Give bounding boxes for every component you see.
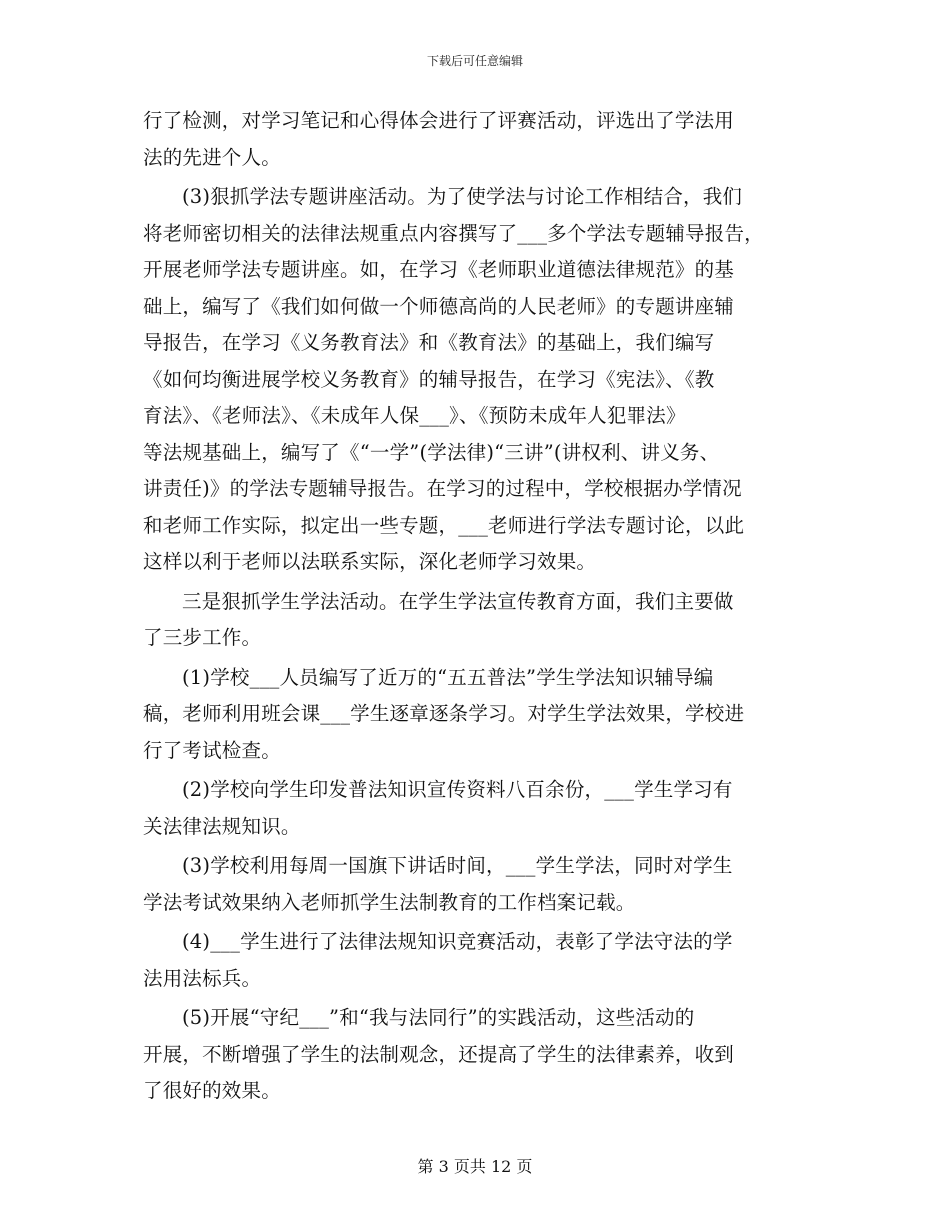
page-number: 第 3 页共 12 页 <box>417 1157 533 1176</box>
text-line: 讲责任)》的学法专题辅导报告。在学习的过程中，学校根据办学情况 <box>143 477 742 500</box>
text-line: (3)学校利用每周一国旗下讲话时间，___学生学法，同时对学生 <box>182 854 733 877</box>
text-line: 法的先进个人。 <box>143 145 281 169</box>
text-line: 础上，编写了《我们如何做一个师德高尚的人民老师》的专题讲座辅 <box>143 294 735 318</box>
text-line: 开展，不断增强了学生的法制观念，还提高了学生的法律素养，收到 <box>143 1042 735 1066</box>
text-line: 三是狠抓学生学法活动。在学生学法宣传教育方面，我们主要做 <box>182 589 734 613</box>
text-line: 将老师密切相关的法律法规重点内容撰写了___多个学法专题辅导报告， <box>143 221 764 245</box>
text-line: 开展老师学法专题讲座。如，在学习《老师职业道德法律规范》的基 <box>143 258 735 281</box>
document-body <box>143 103 823 1113</box>
paragraph <box>143 179 823 581</box>
text-line: 稿，老师利用班会课___学生逐章逐条学习。对学生学法效果，学校进 <box>143 702 745 725</box>
paragraph <box>143 103 823 176</box>
text-line: 了三步工作。 <box>143 626 262 649</box>
paragraph <box>143 772 823 845</box>
text-line: 了很好的效果。 <box>143 1079 281 1102</box>
text-line: (4)___学生进行了法律法规知识竞赛活动，表彰了学法守法的学 <box>182 930 733 953</box>
text-line: 等法规基础上，编写了《“一学”(学法律)“三讲”(讲权利、讲义务、 <box>143 440 720 464</box>
text-line: 学法考试效果纳入老师抓学生法制教育的工作档案记载。 <box>143 890 636 914</box>
paragraph <box>143 924 823 997</box>
paragraph <box>143 848 823 921</box>
text-line: (2)学校向学生印发普法知识宣传资料八百余份，___学生学习有 <box>182 778 733 801</box>
paragraph <box>143 660 823 770</box>
text-line: 关法律法规知识。 <box>143 814 301 838</box>
text-line: 法用法标兵。 <box>143 966 262 990</box>
text-line: 这样以利于老师以法联系实际，深化老师学习效果。 <box>143 550 597 573</box>
text-line: 和老师工作实际，拟定出一些专题，___老师进行学法专题讨论，以此 <box>143 513 745 537</box>
text-line: (3)狠抓学法专题讲座活动。为了使学法与讨论工作相结合，我们 <box>182 185 743 208</box>
text-line: 行了检测，对学习笔记和心得体会进行了评赛活动，评选出了学法用 <box>143 109 735 132</box>
text-line: 育法》、《老师法》、《未成年人保___》、《预防未成年人犯罪法》 <box>143 404 686 427</box>
text-line: 导报告，在学习《义务教育法》和《教育法》的基础上，我们编写 <box>143 331 715 354</box>
paragraph <box>143 1000 823 1110</box>
paragraph <box>143 584 823 657</box>
text-line: (1)学校___人员编写了近万的“五五普法”学生学法知识辅导编 <box>182 665 714 689</box>
text-line: (5)开展“守纪___”和“我与法同行”的实践活动，这些活动的 <box>182 1006 695 1029</box>
text-line: 行了考试检查。 <box>143 738 281 762</box>
text-line: 《如何均衡进展学校义务教育》的辅导报告，在学习《宪法》、《教 <box>143 367 715 391</box>
page-header: 下载后可任意编辑 <box>426 54 523 68</box>
